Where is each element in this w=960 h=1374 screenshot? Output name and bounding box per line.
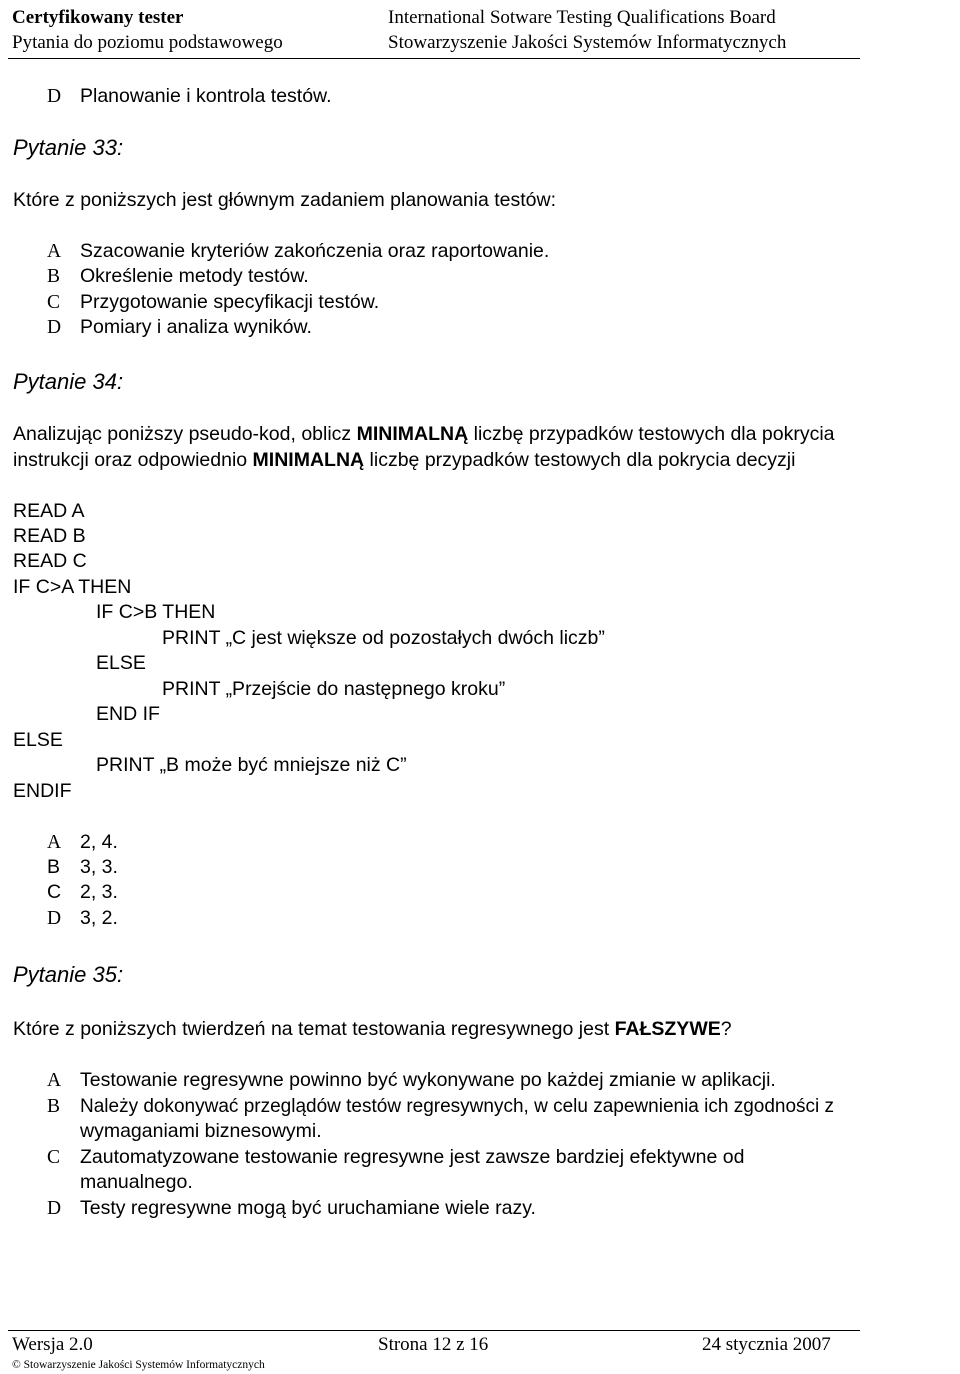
header-association: Stowarzyszenie Jakości Systemów Informatycznych <box>388 32 787 53</box>
text-segment: liczbę przypadków testowych dla pokrycia decyzji <box>364 449 796 471</box>
q33-option-c-letter: C <box>47 292 61 313</box>
text-segment: Analizując poniższy pseudo-kod, oblicz <box>13 423 357 445</box>
code-line: IF C>A THEN <box>13 576 132 598</box>
q34-option-a-text: 2, 4. <box>80 831 118 853</box>
footer-page-number: Strona 12 z 16 <box>378 1334 489 1355</box>
code-line: READ A <box>13 500 85 522</box>
code-line: ENDIF <box>13 780 72 802</box>
q33-option-d-text: Pomiary i analiza wyników. <box>80 316 312 338</box>
q35-option-a-letter: A <box>47 1070 62 1091</box>
page-footer <box>8 1330 860 1371</box>
q34-option-b-text: 3, 3. <box>80 856 118 878</box>
code-line: IF C>B THEN <box>96 601 216 623</box>
q33-option-b-letter: B <box>47 266 61 287</box>
option-letter: D <box>47 86 62 107</box>
footer-copyright: © Stowarzyszenie Jakości Systemów Informatycznych <box>12 1359 265 1371</box>
text-segment: liczbę przypadków testowych dla pokrycia <box>468 423 835 445</box>
q33-option-b-text: Określenie metody testów. <box>80 265 309 287</box>
q34-option-d-letter: D <box>47 908 62 929</box>
q33-option-d-letter: D <box>47 317 62 338</box>
code-line: ELSE <box>96 652 146 674</box>
q34-option-a-letter: A <box>47 832 62 853</box>
code-line: PRINT „Przejście do następnego kroku” <box>162 678 506 700</box>
q33-option-c-text: Przygotowanie specyfikacji testów. <box>80 291 380 313</box>
q34-option-b-letter: B <box>47 856 61 878</box>
code-line: PRINT „B może być mniejsze niż C” <box>96 754 407 776</box>
emphasis-false: FAŁSZYWE <box>614 1018 721 1040</box>
text-segment: ? <box>720 1018 732 1040</box>
question-33-text: Które z poniższych jest głównym zadaniem planowania testów: <box>13 189 557 211</box>
question-34-text-line2 <box>13 448 795 473</box>
question-35-heading: Pytanie 35: <box>13 962 124 987</box>
question-33-heading: Pytanie 33: <box>13 135 124 160</box>
code-line: PRINT „C jest większe od pozostałych dwóch liczb” <box>162 627 605 649</box>
q35-option-b-letter: B <box>47 1096 61 1117</box>
q34-option-c-letter: C <box>47 881 62 903</box>
q35-option-c-text-cont: manualnego. <box>80 1171 193 1193</box>
footer-date: 24 stycznia 2007 <box>702 1334 831 1355</box>
page-header <box>8 0 860 59</box>
code-line: READ B <box>13 525 86 547</box>
q35-option-b-text-cont: wymaganiami biznesowymi. <box>80 1120 322 1142</box>
q34-option-c-text: 2, 3. <box>80 881 118 903</box>
header-doc-title: Certyfikowany tester <box>12 7 184 28</box>
code-line: END IF <box>96 703 160 725</box>
option-text: Planowanie i kontrola testów. <box>80 85 332 107</box>
header-doc-subtitle: Pytania do poziomu podstawowego <box>12 32 283 53</box>
header-organization: International Sotware Testing Qualifications Board <box>388 7 776 28</box>
emphasis-minimal: MINIMALNĄ <box>252 449 365 471</box>
text-segment: instrukcji oraz odpowiednio <box>13 449 253 471</box>
question-34-heading: Pytanie 34: <box>13 369 124 394</box>
q35-option-d-text: Testy regresywne mogą być uruchamiane wiele razy. <box>80 1197 536 1219</box>
text-segment: Które z poniższych twierdzeń na temat testowania regresywnego jest <box>13 1018 615 1040</box>
q35-option-a-text: Testowanie regresywne powinno być wykonywane po każdej zmianie w aplikacji. <box>80 1069 776 1091</box>
q35-option-c-text: Zautomatyzowane testowanie regresywne jest zawsze bardziej efektywne od <box>80 1146 745 1168</box>
question-34-text-line1 <box>13 422 835 447</box>
q33-option-a-letter: A <box>47 241 62 262</box>
code-line: ELSE <box>13 729 63 751</box>
q35-option-b-text: Należy dokonywać przeglądów testów regresywnych, w celu zapewnienia ich zgodności z <box>80 1096 835 1117</box>
q35-option-d-letter: D <box>47 1198 62 1219</box>
emphasis-minimal: MINIMALNĄ <box>356 423 469 445</box>
question-35-text <box>13 1017 732 1042</box>
q34-option-d-text: 3, 2. <box>80 907 118 929</box>
code-line: READ C <box>13 550 87 572</box>
q35-option-c-letter: C <box>47 1147 61 1168</box>
q33-option-a-text: Szacowanie kryteriów zakończenia oraz raportowanie. <box>80 240 550 262</box>
footer-version: Wersja 2.0 <box>12 1334 93 1355</box>
